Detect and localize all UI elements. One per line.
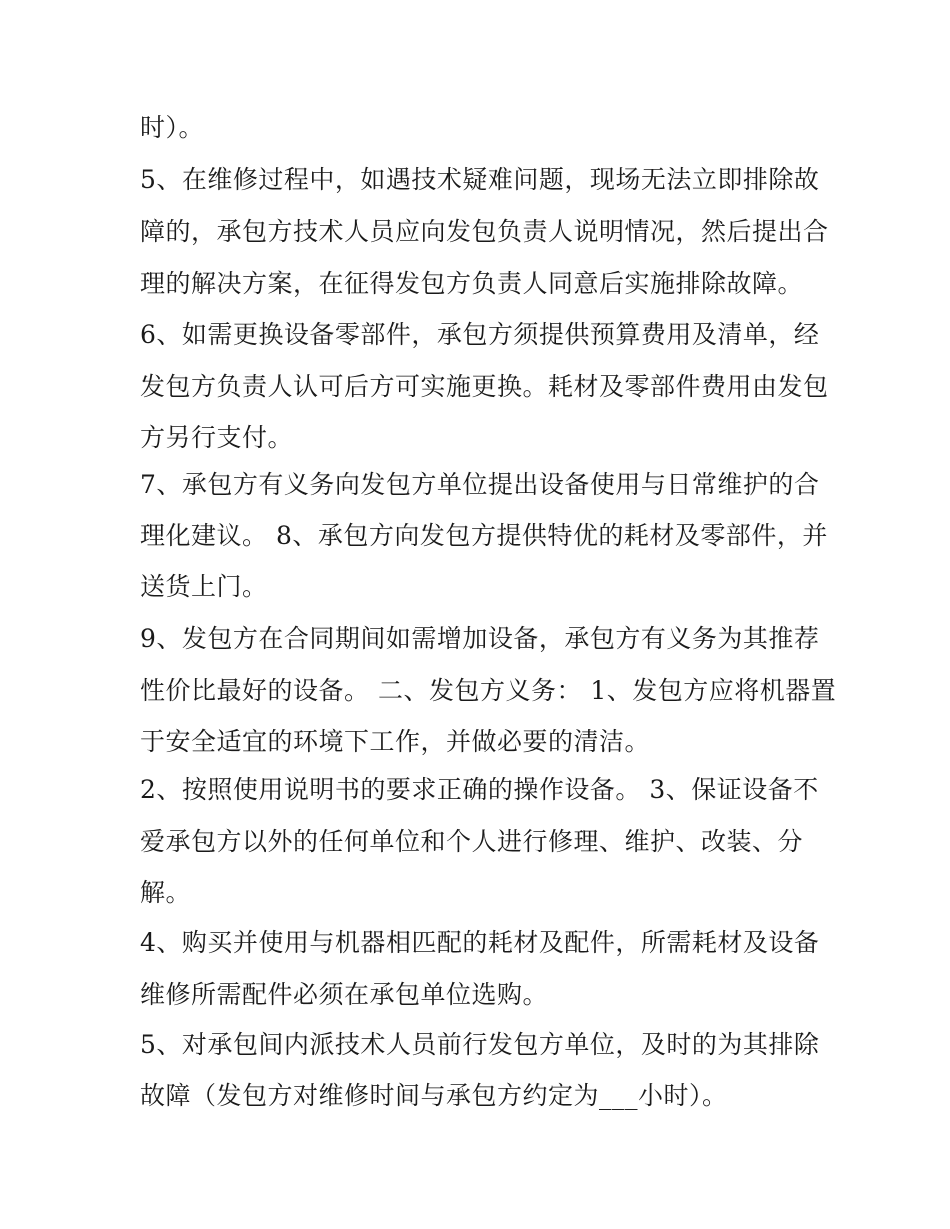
text-line: 爱承包方以外的任何单位和个人进行修理、维护、改装、分 [140,827,804,856]
text-line: 2、按照使用说明书的要求正确的操作设备。 3、保证设备不 [140,775,819,804]
text-line: 送货上门。 [140,572,268,601]
text-line: 解。 [140,878,192,907]
text-line: 理化建议。 8、承包方向发包方提供特优的耗材及零部件，并 [140,521,828,550]
text-line: 发包方负责人认可后方可实施更换。耗材及零部件费用由发包 [140,372,829,401]
text-line: 时）。 [140,113,205,142]
text-line: 维修所需配件必须在承包单位选购。 [140,980,549,1009]
text-line: 5、在维修过程中，如遇技术疑难问题，现场无法立即排除故 [140,165,820,194]
text-line: 故障（发包方对维修时间与承包方约定为___小时）。 [140,1081,728,1110]
text-line: 4、购买并使用与机器相匹配的耗材及配件，所需耗材及设备 [140,928,820,957]
text-line: 9、发包方在合同期间如需增加设备，承包方有义务为其推荐 [140,624,820,653]
text-line: 理的解决方案，在征得发包方负责人同意后实施排除故障。 [140,269,804,298]
text-line: 于安全适宜的环境下工作，并做必要的清洁。 [140,727,651,756]
text-line: 7、承包方有义务向发包方单位提出设备使用与日常维护的合 [140,470,820,499]
text-line: 性价比最好的设备。 二、发包方义务： 1、发包方应将机器置 [140,676,837,705]
text-line: 方另行支付。 [140,423,294,452]
text-line: 5、对承包间内派技术人员前行发包方单位，及时的为其排除 [140,1030,820,1059]
text-line: 障的，承包方技术人员应向发包负责人说明情况，然后提出合 [140,217,829,246]
text-line: 6、如需更换设备零部件，承包方须提供预算费用及清单，经 [140,320,820,349]
